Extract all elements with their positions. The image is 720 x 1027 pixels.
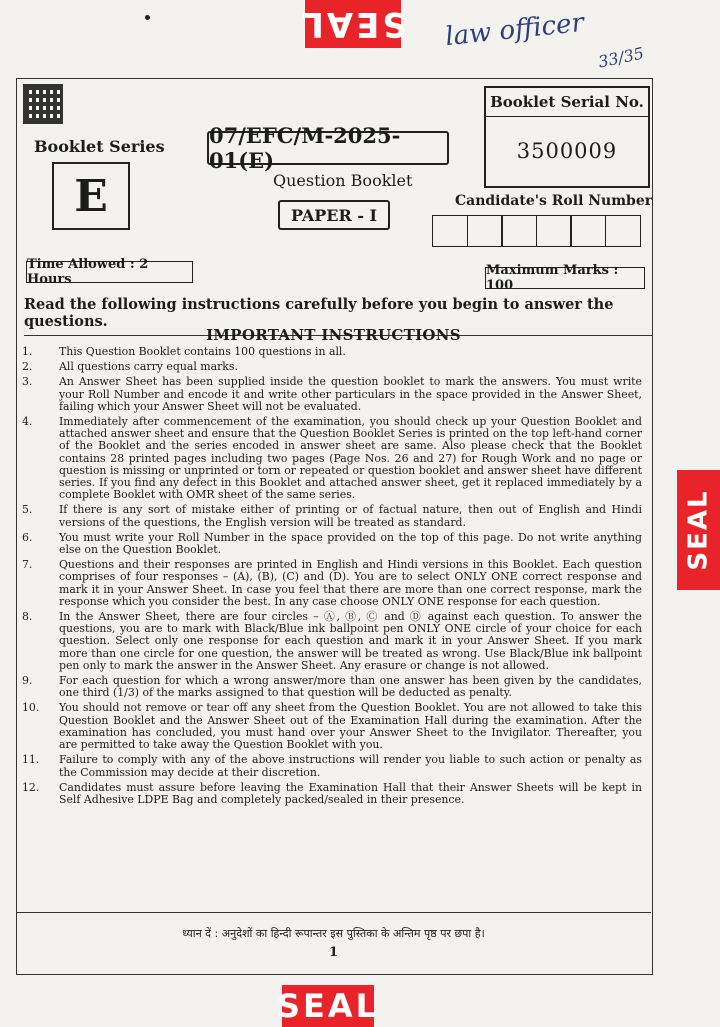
time-allowed: Time Allowed : 2 Hours [26,261,193,283]
instruction-item [22,782,642,806]
booklet-series-label: Booklet Series [34,137,165,156]
instructions-list [22,346,642,809]
handwritten-fraction: 33/35 [596,43,646,72]
instruction-item [22,702,642,751]
read-instructions-line: Read the following instructions carefully before you begin to answer the questions. [24,296,652,336]
instruction-text: An Answer Sheet has been supplied inside the question booklet to mark the answers. You must write your Roll Number and encode it and write other particulars in the space provided in the Answer Sheet, failing which your Answer Sheet will not be evaluated. [59,375,642,413]
serial-number-box [484,86,650,188]
question-booklet-label: Question Booklet [273,171,413,190]
seal-top: SEAL [305,0,401,48]
instruction-text: Candidates must assure before leaving the Examination Hall that their Answer Sheets will be kept in Self Adhesive LDPE Bag and completely packed/sealed in their presence. [59,780,642,806]
ink-dot [145,15,150,20]
instruction-item [22,611,642,672]
roll-number-boxes[interactable] [432,215,639,247]
instruction-text: Failure to comply with any of the above instructions will render you liable to such action or penalty as the Commission may decide at their discretion. [59,753,642,779]
hindi-note: ध्यान दें : अनुदेशों का हिन्दी रूपान्तर इस पुस्तिका के अन्तिम पृष्ठ पर छपा है। [182,927,485,940]
instruction-number: 3. [22,375,33,389]
instruction-item [22,416,642,501]
instruction-item [22,559,642,608]
instruction-item [22,346,642,358]
page-number: 1 [328,945,339,960]
paper-label: PAPER - I [278,200,390,230]
instruction-number: 9. [22,674,33,688]
divider [17,912,651,913]
instruction-text: If there is any sort of mistake either of printing or of factual nature, then out of English and Hindi versions of the questions, the English version will be treated as standard. [59,503,642,529]
instruction-number: 12. [22,780,40,794]
instruction-item [22,376,642,413]
roll-number-label: Candidate's Roll Number [455,193,653,209]
instruction-item [22,504,642,528]
qr-code-icon [23,84,63,124]
instruction-item [22,361,642,373]
instruction-number: 6. [22,530,33,544]
instruction-number: 11. [22,753,40,767]
roll-digit-box[interactable] [605,215,641,247]
instruction-number: 8. [22,610,33,624]
instruction-number: 4. [22,415,33,429]
maximum-marks: Maximum Marks : 100 [485,267,645,289]
instruction-number: 2. [22,360,33,374]
instructions-title: IMPORTANT INSTRUCTIONS [206,326,461,344]
instruction-text: You should not remove or tear off any sheet from the Question Booklet. You are not allowed to take this Question Booklet and the Answer Sheet out of the Examination Hall during the examination. After the examination has concluded, you must hand over your Answer Sheet to the Invigilator. Thereafter, you are permitted to take away the Question Booklet with you. [59,701,642,752]
instruction-number: 7. [22,558,33,572]
roll-digit-box[interactable] [432,215,468,247]
roll-digit-box[interactable] [570,215,606,247]
instruction-item [22,675,642,699]
booklet-series-box: E [52,162,130,230]
roll-digit-box[interactable] [536,215,572,247]
instruction-number: 1. [22,345,33,358]
instruction-number: 5. [22,503,33,517]
instruction-text: For each question for which a wrong answer/more than one answer has been given by the candidates, one third (1/3) of the marks assigned to that question will be deducted as penalty. [59,674,642,700]
seal-side: SEAL [677,470,720,590]
instruction-text: In the Answer Sheet, there are four circles – Ⓐ, Ⓑ, Ⓒ and Ⓓ against each question. To answer the questions, you are to mark with Black/Blue ink ballpoint pen ONLY ONE circle of your choice for each question. Select only one response for each question and mark it in your Answer Sheet. If you mark more than one circle for one question, the answer will be treated as wrong. Use Black/Blue ink ballpoint pen only to mark the answer in the Answer Sheet. Any erasure or change is not allowed. [59,610,642,672]
instruction-text: You must write your Roll Number in the space provided on the top of this page. Do not write anything else on the Question Booklet. [59,530,642,557]
seal-bottom: SEAL [276,987,380,1025]
instruction-text: This Question Booklet contains 100 questions in all. [59,345,346,358]
instruction-text: Immediately after commencement of the examination, you should check up your Question Booklet and attached answer sheet and ensure that the Question Booklet Series is printed on the top left-hand corner of the Booklet and the series encoded in answer sheet are same. Also please check that the Booklet contains 28 printed pages including two pages (Page Nos. 26 and 27) for Rough Work and no page or question is missing or unprinted or torn or repeated or question booklet and answer sheet have different series. If you find any defect in this Booklet and attached answer sheet, get it replaced immediately by a complete Booklet with OMR sheet of the same series. [59,415,642,502]
instruction-number: 10. [22,701,40,715]
roll-digit-box[interactable] [501,215,537,247]
handwritten-note: law officer [443,7,586,53]
exam-code: 07/EFC/M-2025-01(E) [207,131,449,165]
serial-number-value: 3500009 [516,139,618,163]
instruction-item [22,754,642,778]
serial-number-label: Booklet Serial No. [486,88,648,117]
roll-digit-box[interactable] [467,215,503,247]
instruction-text: Questions and their responses are printed in English and Hindi versions in this Booklet. Each question comprises of four responses – (A), (B), (C) and (D). You are to select ONLY ONE correct response and mark it in your Answer Sheet. In case you feel that there are more than one correct response, mark the response which you consider the best. In any case choose ONLY ONE response for each question. [59,558,642,608]
instruction-item [22,532,642,556]
instruction-text: All questions carry equal marks. [59,360,238,374]
